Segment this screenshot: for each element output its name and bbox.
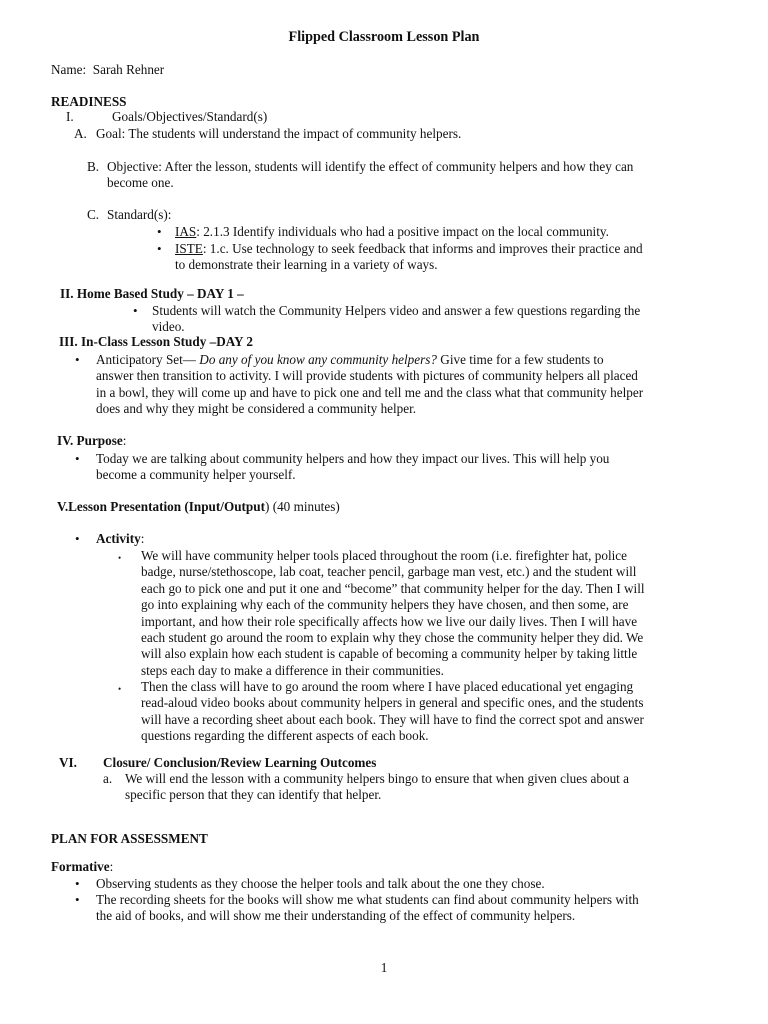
- text-line: video.: [152, 319, 185, 335]
- formative-item-2: [96, 892, 639, 925]
- text-line: each go to pick one and put it one and “become” that community helper for the day. Then I will: [141, 580, 645, 596]
- closure-text: [125, 771, 629, 804]
- objective-line: Objective: After the lesson, students will identify the effect of community helpers and how they can: [107, 159, 634, 174]
- text-line: will have a recording sheet about each book. They will have to find the correct spot and answer: [141, 711, 644, 727]
- name-label: Name:: [51, 62, 87, 77]
- bullet-icon: •: [75, 531, 80, 546]
- page-number: 1: [380, 960, 388, 975]
- purpose-heading: [57, 433, 126, 449]
- section-i-title: Goals/Objectives/Standard(s): [112, 109, 268, 124]
- home-study-heading: II. Home Based Study – DAY 1 –: [60, 286, 244, 301]
- text-line: answer then transition to activity. I will provide students with pictures of community helpers all placed: [96, 368, 638, 384]
- text-line: Today we are talking about community helpers and how they impact our lives. This will help you: [96, 451, 610, 466]
- purpose-text: [96, 451, 609, 484]
- purpose-colon: :: [122, 433, 127, 448]
- standards-letter: C.: [87, 207, 100, 222]
- lesson-title: V.Lesson Presentation (Input/Output: [57, 499, 265, 514]
- ias-text: : 2.1.3 Identify individuals who had a positive impact on the local community.: [196, 224, 609, 239]
- activity-colon: :: [140, 531, 145, 546]
- assessment-heading: PLAN FOR ASSESSMENT: [51, 831, 208, 846]
- bullet-icon: •: [157, 224, 162, 239]
- lesson-duration: ) (40 minutes): [265, 499, 340, 514]
- text-line: Students will watch the Community Helpers video and answer a few questions regarding the: [152, 303, 641, 318]
- bullet-icon: •: [118, 684, 122, 694]
- text-line: in a bowl, they will come up and have to pick one and tell me and the class what that community helper: [96, 384, 644, 400]
- activity-item-2: [141, 679, 644, 745]
- text-line: Then the class will have to go around the room where I have placed educational yet engaging: [141, 679, 634, 694]
- iste-text: : 1.c. Use technology to seek feedback that informs and improves their practice and: [202, 241, 643, 256]
- readiness-heading: READINESS: [51, 94, 127, 109]
- section-i-number: I.: [66, 109, 74, 124]
- bullet-icon: •: [118, 553, 122, 563]
- goal-letter: A.: [74, 126, 87, 141]
- objective-line: become one.: [107, 175, 174, 191]
- text-line: the aid of books, and will show me their understanding of the effect of community helpers.: [96, 908, 576, 924]
- iste-text-line: to demonstrate their learning in a variety of ways.: [175, 257, 438, 273]
- activity-label: [96, 531, 144, 547]
- closure-letter: a.: [103, 771, 113, 786]
- text-line: go into explaining why each of the community helpers they have chosen, and then some, are: [141, 597, 629, 613]
- text-line: The recording sheets for the books will show me what students can find about community helpers with: [96, 892, 639, 907]
- closure-number: VI.: [59, 755, 77, 770]
- formative-item-1: Observing students as they choose the helper tools and talk about the one they chose.: [96, 876, 545, 891]
- text-line: does and why they might be considered a community helper.: [96, 401, 417, 417]
- goal-text: Goal: The students will understand the impact of community helpers.: [96, 126, 462, 141]
- standards-label: Standard(s):: [107, 207, 172, 222]
- lesson-heading: [57, 499, 340, 515]
- formative-heading: [51, 859, 113, 875]
- closure-heading: Closure/ Conclusion/Review Learning Outcomes: [103, 755, 377, 770]
- anticipatory-rest: Give time for a few students to: [437, 352, 604, 367]
- home-study-text: [152, 303, 640, 336]
- ias-tag: IAS: [175, 224, 197, 239]
- bullet-icon: •: [75, 892, 80, 907]
- bullet-icon: •: [75, 451, 80, 466]
- anticipatory-set-text: [96, 352, 643, 418]
- text-line: steps each day to make a difference in their communities.: [141, 662, 444, 678]
- text-line: will also explain how each student is capable of becoming a community helper by taking little: [141, 646, 638, 662]
- activity-title: Activity: [96, 531, 141, 546]
- author-name: Sarah Rehner: [92, 62, 165, 77]
- text-line: questions regarding the different aspects of each book.: [141, 728, 429, 744]
- bullet-icon: •: [75, 352, 80, 367]
- iste-tag: ISTE: [175, 241, 203, 256]
- formative-title: Formative: [51, 859, 110, 874]
- text-line: read-aloud video books about community helpers in general and specific ones, and the students: [141, 695, 644, 711]
- in-class-heading: III. In-Class Lesson Study –DAY 2: [59, 334, 253, 349]
- bullet-icon: •: [133, 303, 138, 318]
- text-line: each student go around the room to explain why they chose the community helper they did. We: [141, 630, 644, 646]
- anticipatory-question: Do any of you know any community helpers?: [199, 352, 437, 367]
- formative-colon: :: [109, 859, 114, 874]
- anticipatory-set-prefix: Anticipatory Set—: [96, 352, 200, 367]
- text-line: specific person that they can identify that helper.: [125, 787, 382, 803]
- text-line: become a community helper yourself.: [96, 467, 296, 483]
- text-line: We will end the lesson with a community helpers bingo to ensure that when given clues about a: [125, 771, 629, 786]
- page-title: Flipped Classroom Lesson Plan: [288, 29, 480, 45]
- purpose-title: IV. Purpose: [57, 433, 123, 448]
- name-line: [51, 62, 164, 78]
- bullet-icon: •: [157, 241, 162, 256]
- bullet-icon: •: [75, 876, 80, 891]
- objective-text: [107, 159, 633, 192]
- text-line: important, and how their role specifically affects how we live our daily lives. Then I will have: [141, 613, 638, 629]
- ias-standard: [175, 224, 609, 240]
- text-line: We will have community helper tools placed throughout the room (i.e. firefighter hat, police: [141, 548, 627, 563]
- text-line: badge, nurse/stethoscope, lab coat, teacher pencil, garbage man vest, etc.) and the student will: [141, 564, 637, 580]
- objective-letter: B.: [87, 159, 100, 174]
- activity-item-1: [141, 548, 645, 679]
- iste-standard: [175, 241, 643, 274]
